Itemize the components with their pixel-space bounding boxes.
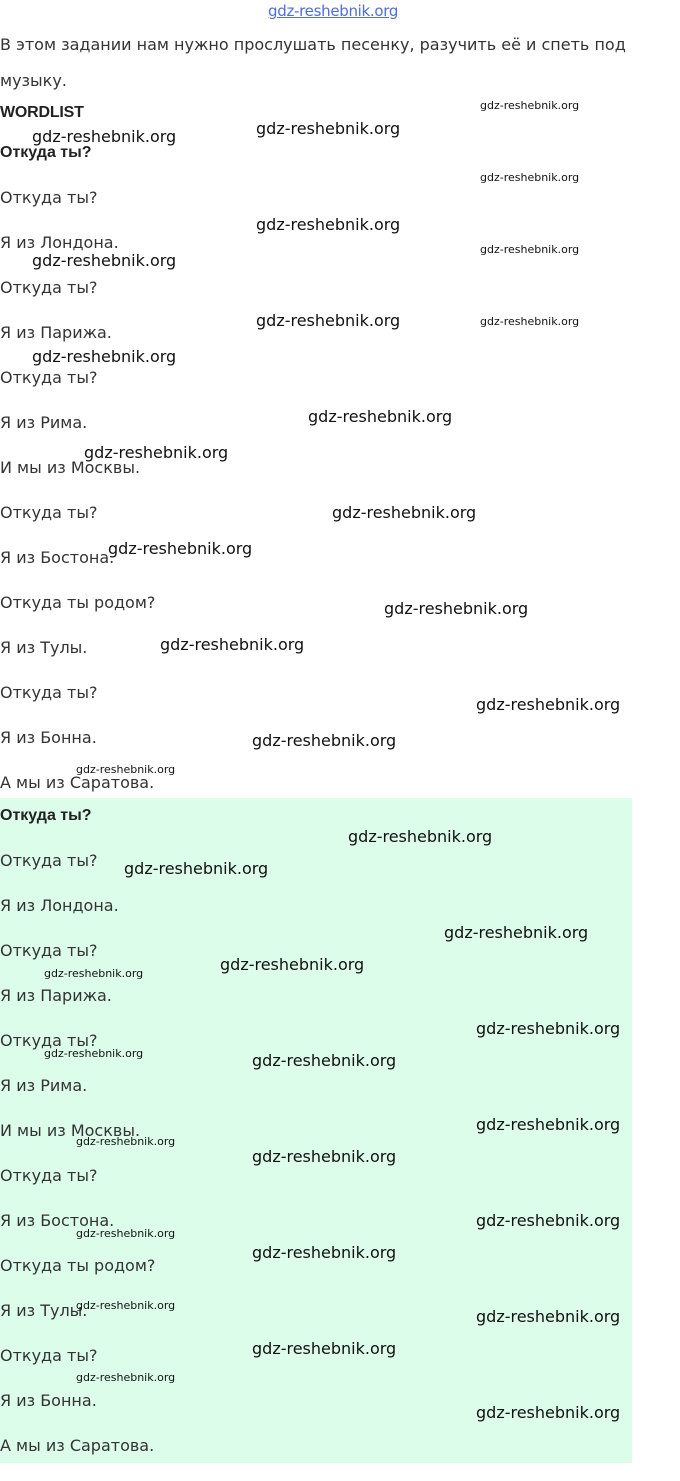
watermark: gdz-reshebnik.org [256,119,401,138]
watermark: gdz-reshebnik.org [444,923,589,942]
wordlist-lyrics [0,143,155,818]
watermark: gdz-reshebnik.org [332,503,477,522]
task-intro: В этом задании нам нужно прослушать песенку, разучить её и спеть под музыку. [0,35,626,90]
answer-line: Откуда ты? [0,941,98,960]
lyric-line: И мы из Москвы. [0,458,141,477]
watermark: gdz-reshebnik.org [220,955,365,974]
answer-line: Я из Парижа. [0,986,112,1005]
wordlist-heading: WORDLIST [0,104,84,121]
answer-line: Откуда ты? [0,1346,98,1365]
lyric-line: Откуда ты? [0,368,98,387]
watermark: gdz-reshebnik.org [32,251,177,270]
watermark: gdz-reshebnik.org [76,763,176,776]
watermark: gdz-reshebnik.org [480,171,580,184]
watermark: gdz-reshebnik.org [76,1371,176,1384]
lyric-line: Откуда ты? [0,278,98,297]
watermark: gdz-reshebnik.org [348,827,493,846]
watermark: gdz-reshebnik.org [476,1307,621,1326]
watermark: gdz-reshebnik.org [480,315,580,328]
lyric-line: Откуда ты? [0,188,98,207]
watermark: gdz-reshebnik.org [476,1211,621,1230]
answer-line: Я из Бостона. [0,1211,115,1230]
watermark: gdz-reshebnik.org [476,695,621,714]
answer-line: И мы из Москвы. [0,1121,141,1140]
answer-line: Я из Тулы. [0,1301,88,1320]
watermark: gdz-reshebnik.org [76,1227,176,1240]
watermark: gdz-reshebnik.org [32,347,177,366]
lyric-line: Откуда ты? [0,503,98,522]
watermark: gdz-reshebnik.org [160,635,305,654]
watermark: gdz-reshebnik.org [76,1135,176,1148]
lyric-line: А мы из Саратова. [0,773,155,792]
answer-line: Откуда ты родом? [0,1256,156,1275]
answer-line: Откуда ты? [0,807,92,824]
lyric-line: Откуда ты? [0,683,98,702]
watermark: gdz-reshebnik.org [256,215,401,234]
lyric-line: Я из Парижа. [0,323,112,342]
watermark: gdz-reshebnik.org [44,1047,144,1060]
watermark: gdz-reshebnik.org [252,1051,397,1070]
answer-line: Откуда ты? [0,1031,98,1050]
answer-line: А мы из Саратова. [0,1436,155,1455]
lyric-line: Я из Лондона. [0,233,119,252]
answer-line: Я из Рима. [0,1076,88,1095]
watermark: gdz-reshebnik.org [108,539,253,558]
watermark: gdz-reshebnik.org [480,243,580,256]
watermark: gdz-reshebnik.org [252,1339,397,1358]
watermark: gdz-reshebnik.org [124,859,269,878]
watermark: gdz-reshebnik.org [252,731,397,750]
answer-line: Откуда ты? [0,1166,98,1185]
watermark: gdz-reshebnik.org [76,1299,176,1312]
lyric-line: Я из Тулы. [0,638,88,657]
watermark: gdz-reshebnik.org [476,1403,621,1422]
lyric-line: Откуда ты родом? [0,593,156,612]
watermark: gdz-reshebnik.org [308,407,453,426]
watermark: gdz-reshebnik.org [476,1019,621,1038]
lyric-line: Я из Бостона. [0,548,115,567]
watermark: gdz-reshebnik.org [44,967,144,980]
watermark: gdz-reshebnik.org [256,311,401,330]
answer-line: Я из Бонна. [0,1391,97,1410]
watermark: gdz-reshebnik.org [252,1147,397,1166]
watermark: gdz-reshebnik.org [84,443,229,462]
site-link[interactable]: gdz-reshebnik.org [268,2,399,20]
answer-line: Откуда ты? [0,851,98,870]
watermark: gdz-reshebnik.org [384,599,529,618]
watermark: gdz-reshebnik.org [252,1243,397,1262]
watermark: gdz-reshebnik.org [480,99,580,112]
lyric-line: Откуда ты? [0,144,92,161]
answer-line: Я из Лондона. [0,896,119,915]
lyric-line: Я из Бонна. [0,728,97,747]
watermark: gdz-reshebnik.org [476,1115,621,1134]
watermark: gdz-reshebnik.org [32,127,177,146]
lyric-line: Я из Рима. [0,413,88,432]
